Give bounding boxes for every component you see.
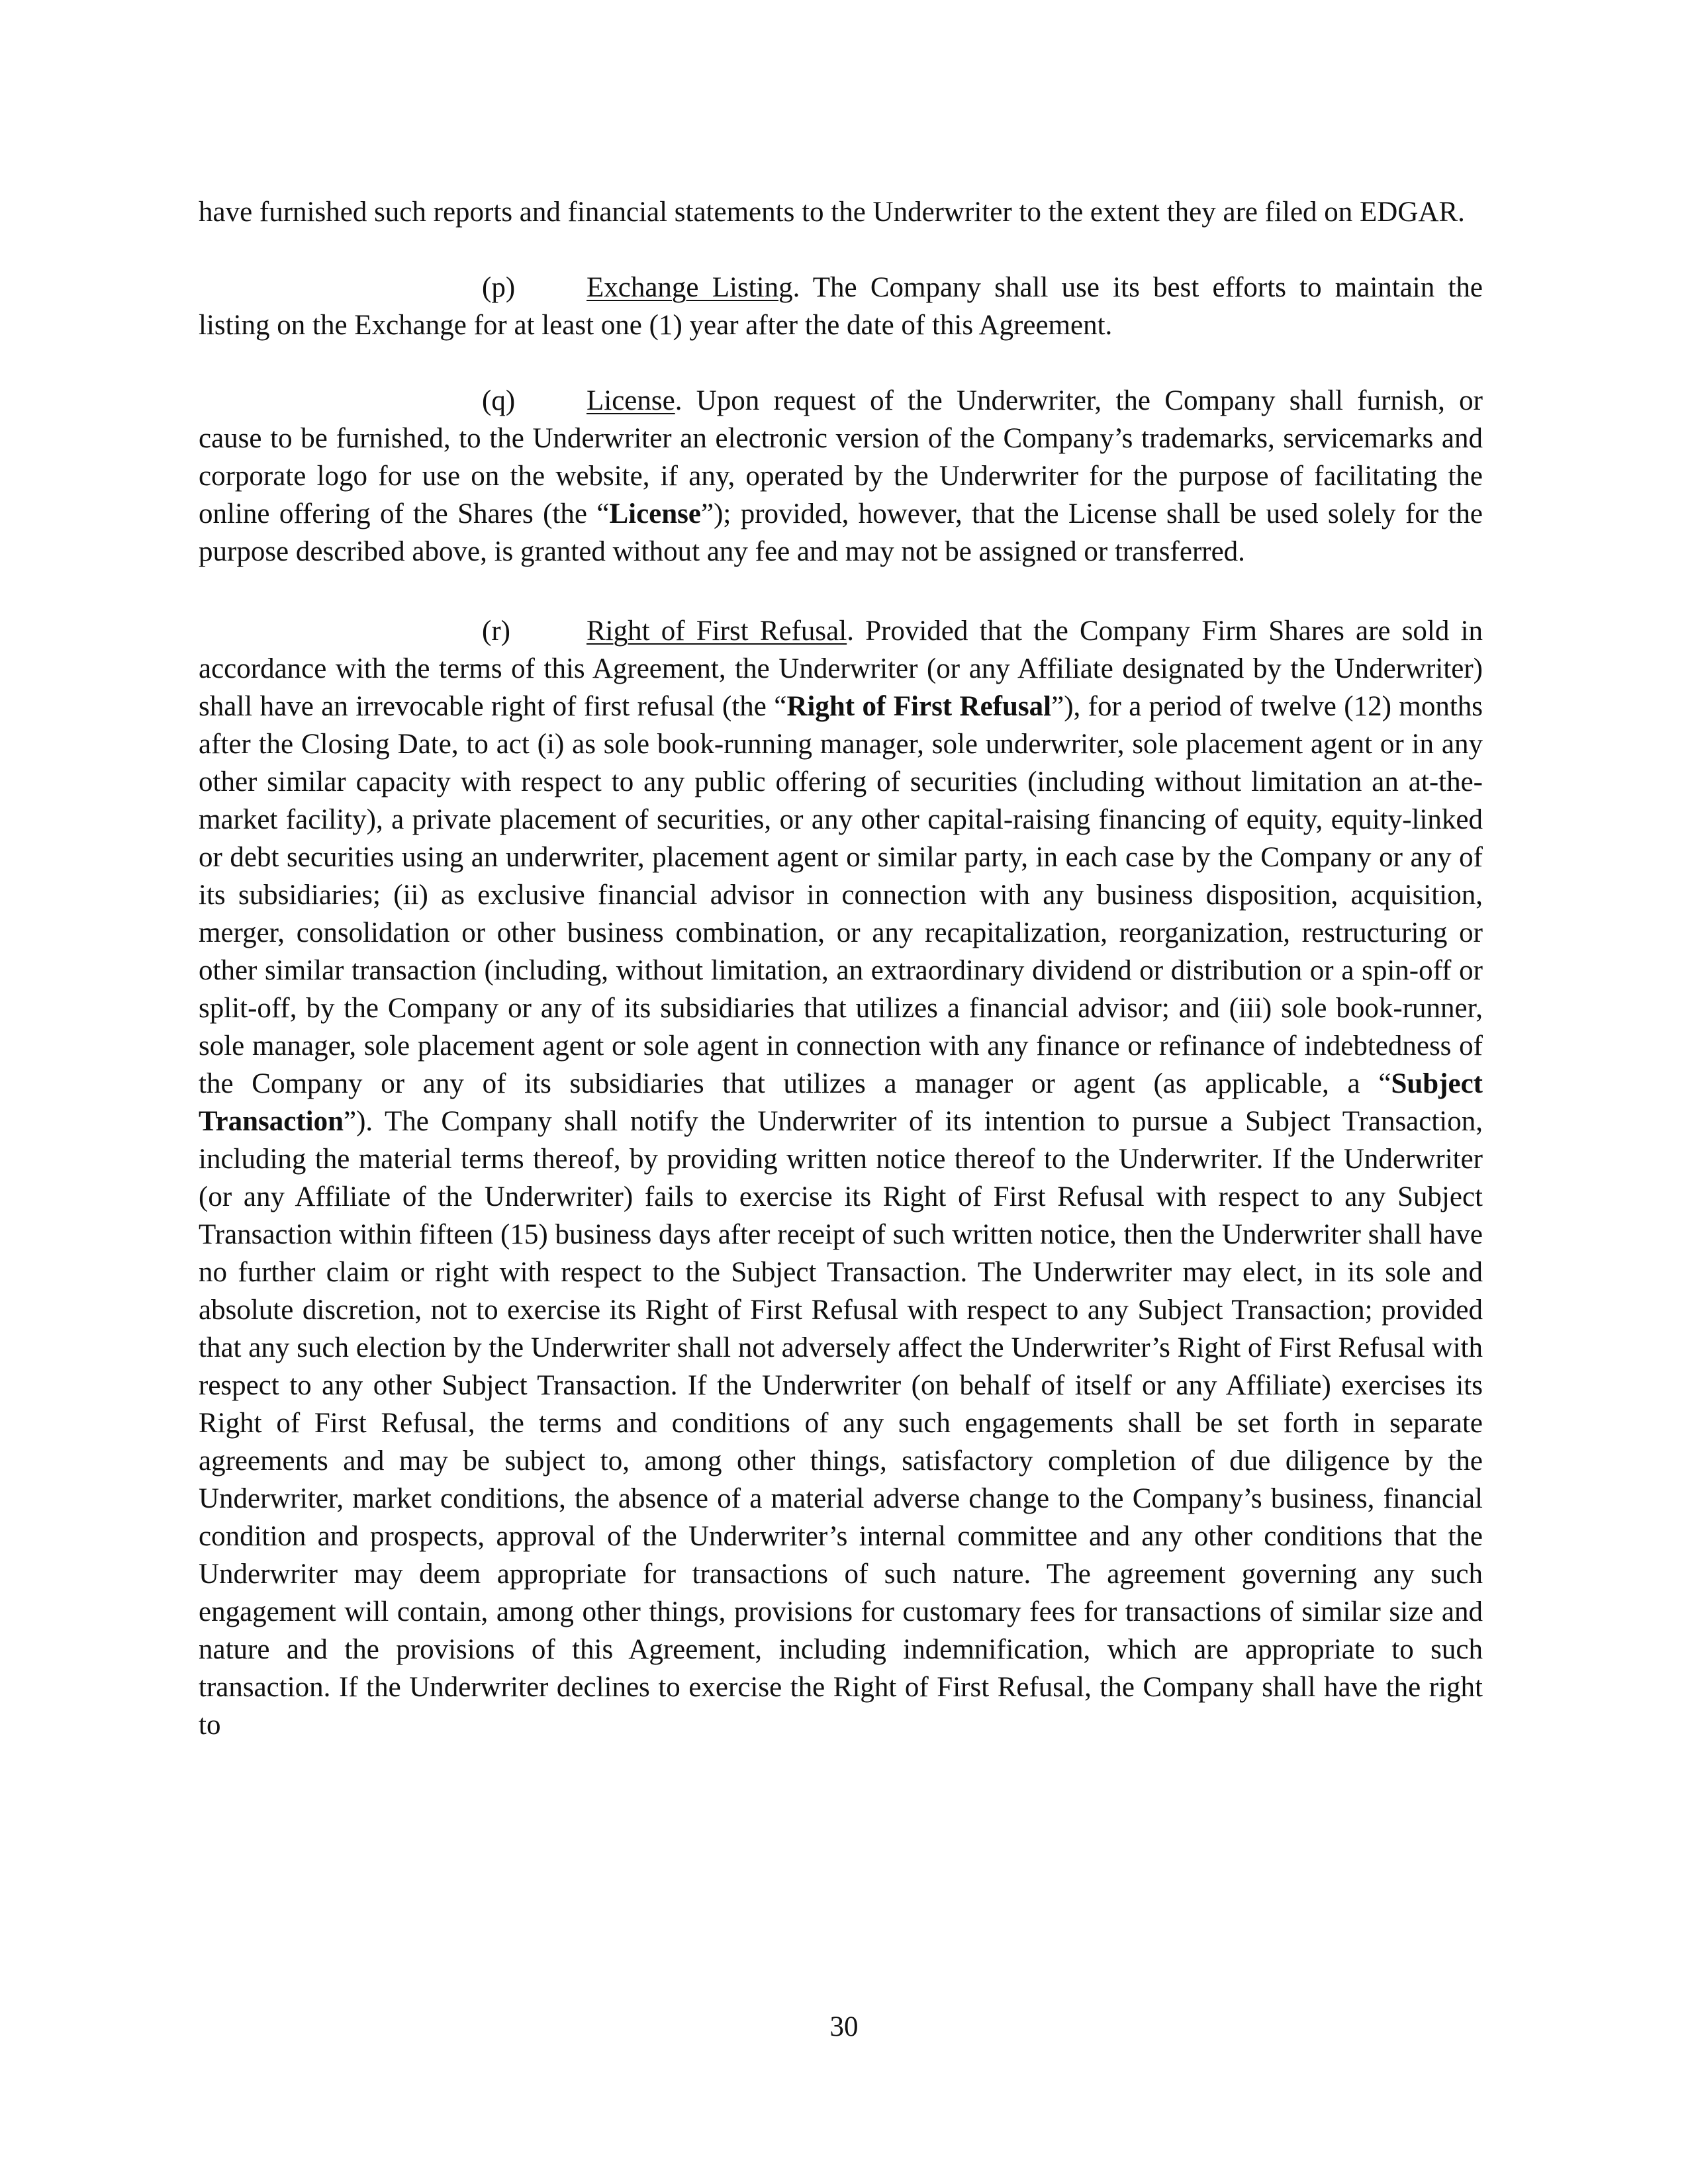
paragraph-continuation (199, 193, 1483, 231)
document-page (199, 193, 1483, 1744)
section-heading: License (586, 385, 675, 416)
paragraph-text: ”); provided, however, that the License shall be used solely for the purpose described above, is granted without any fee and may not be assigned or transferred. (199, 498, 1483, 567)
paragraph-text: ”). The Company shall notify the Underwriter of its intention to pursue a Subject Transaction, including the material terms thereof, by providing written notice thereof to the Underwriter. If the Underwriter (or any Affiliate of the Underwriter) fails to exercise its Right of First Refusal with respect to any Subject Transaction within fifteen (15) business days after receipt of such written notice, then the Underwriter shall have no further claim or right with respect to the Subject Transaction. The Underwriter may elect, in its sole and absolute discretion, not to exercise its Right of First Refusal with respect to any Subject Transaction; provided that any such election by the Underwriter shall not adversely affect the Underwriter’s Right of First Refusal with respect to any other Subject Transaction. If the Underwriter (on behalf of itself or any Affiliate) exercises its Right of First Refusal, the terms and conditions of any such engagements shall be set forth in separate agreements and may be subject to, among other things, satisfactory completion of due diligence by the Underwriter, market conditions, the absence of a material adverse change to the Company’s business, financial condition and prospects, approval of the Underwriter’s internal committee and any other conditions that the Underwriter may deem appropriate for transactions of such nature. The agreement governing any such engagement will contain, among other things, provisions for customary fees for transactions of similar size and nature and the provisions of this Agreement, including indemnification, which are appropriate to such transaction. If the Underwriter declines to exercise the Right of First Refusal, the Company shall have the right to (199, 1106, 1483, 1741)
paragraph-label: (q) (482, 385, 516, 416)
defined-term: Right of First Refusal (786, 691, 1052, 722)
paragraph-r-right-of-first-refusal (199, 612, 1483, 1744)
defined-term: License (609, 498, 701, 529)
paragraph-text: . Upon request of the Underwriter, the Company shall furnish, or cause to be furnished, to the Underwriter an electronic version of the Company’s trademarks, servicemarks and corporate logo for use on the website, if any, operated by the Underwriter for the purpose of facilitating the online offering of the Shares (the “ (199, 385, 1483, 529)
section-heading: Right of First Refusal (586, 615, 847, 647)
paragraph-label: (r) (482, 615, 510, 647)
paragraph-p-exchange-listing (199, 269, 1483, 344)
paragraph-text: . Provided that the Company Firm Shares are sold in accordance with the terms of this Agreement, the Underwriter (or any Affiliate designated by the Underwriter) shall have an irrevocable right of first refusal (the “ (199, 615, 1483, 722)
paragraph-text: ”), for a period of twelve (12) months after the Closing Date, to act (i) as sole book-running manager, sole underwriter, sole placement agent or in any other similar capacity with respect to any public offering of securities (including without limitation an at-the-market facility), a private placement of securities, or any other capital-raising financing of equity, equity-linked or debt securities using an underwriter, placement agent or similar party, in each case by the Company or any of its subsidiaries; (ii) as exclusive financial advisor in connection with any business disposition, acquisition, merger, consolidation or other business combination, or any recapitalization, reorganization, restructuring or other similar transaction (including, without limitation, an extraordinary dividend or distribution or a spin-off or split-off, by the Company or any of its subsidiaries that utilizes a financial advisor; and (iii) sole book-runner, sole manager, sole placement agent or sole agent in connection with any finance or refinance of indebtedness of the Company or any of its subsidiaries that utilizes a manager or agent (as applicable, a “ (199, 691, 1483, 1099)
paragraph-label: (p) (482, 272, 516, 303)
paragraph-text: . The Company shall use its best efforts to maintain the listing on the Exchange for at least one (1) year after the date of this Agreement. (199, 272, 1483, 341)
section-heading: Exchange Listing (586, 272, 793, 303)
paragraph-q-license (199, 382, 1483, 570)
page-number: 30 (829, 2011, 859, 2042)
paragraph-text: have furnished such reports and financial statements to the Underwriter to the extent they are filed on EDGAR. (199, 197, 1465, 228)
defined-term: Subject Transaction (199, 1068, 1483, 1137)
